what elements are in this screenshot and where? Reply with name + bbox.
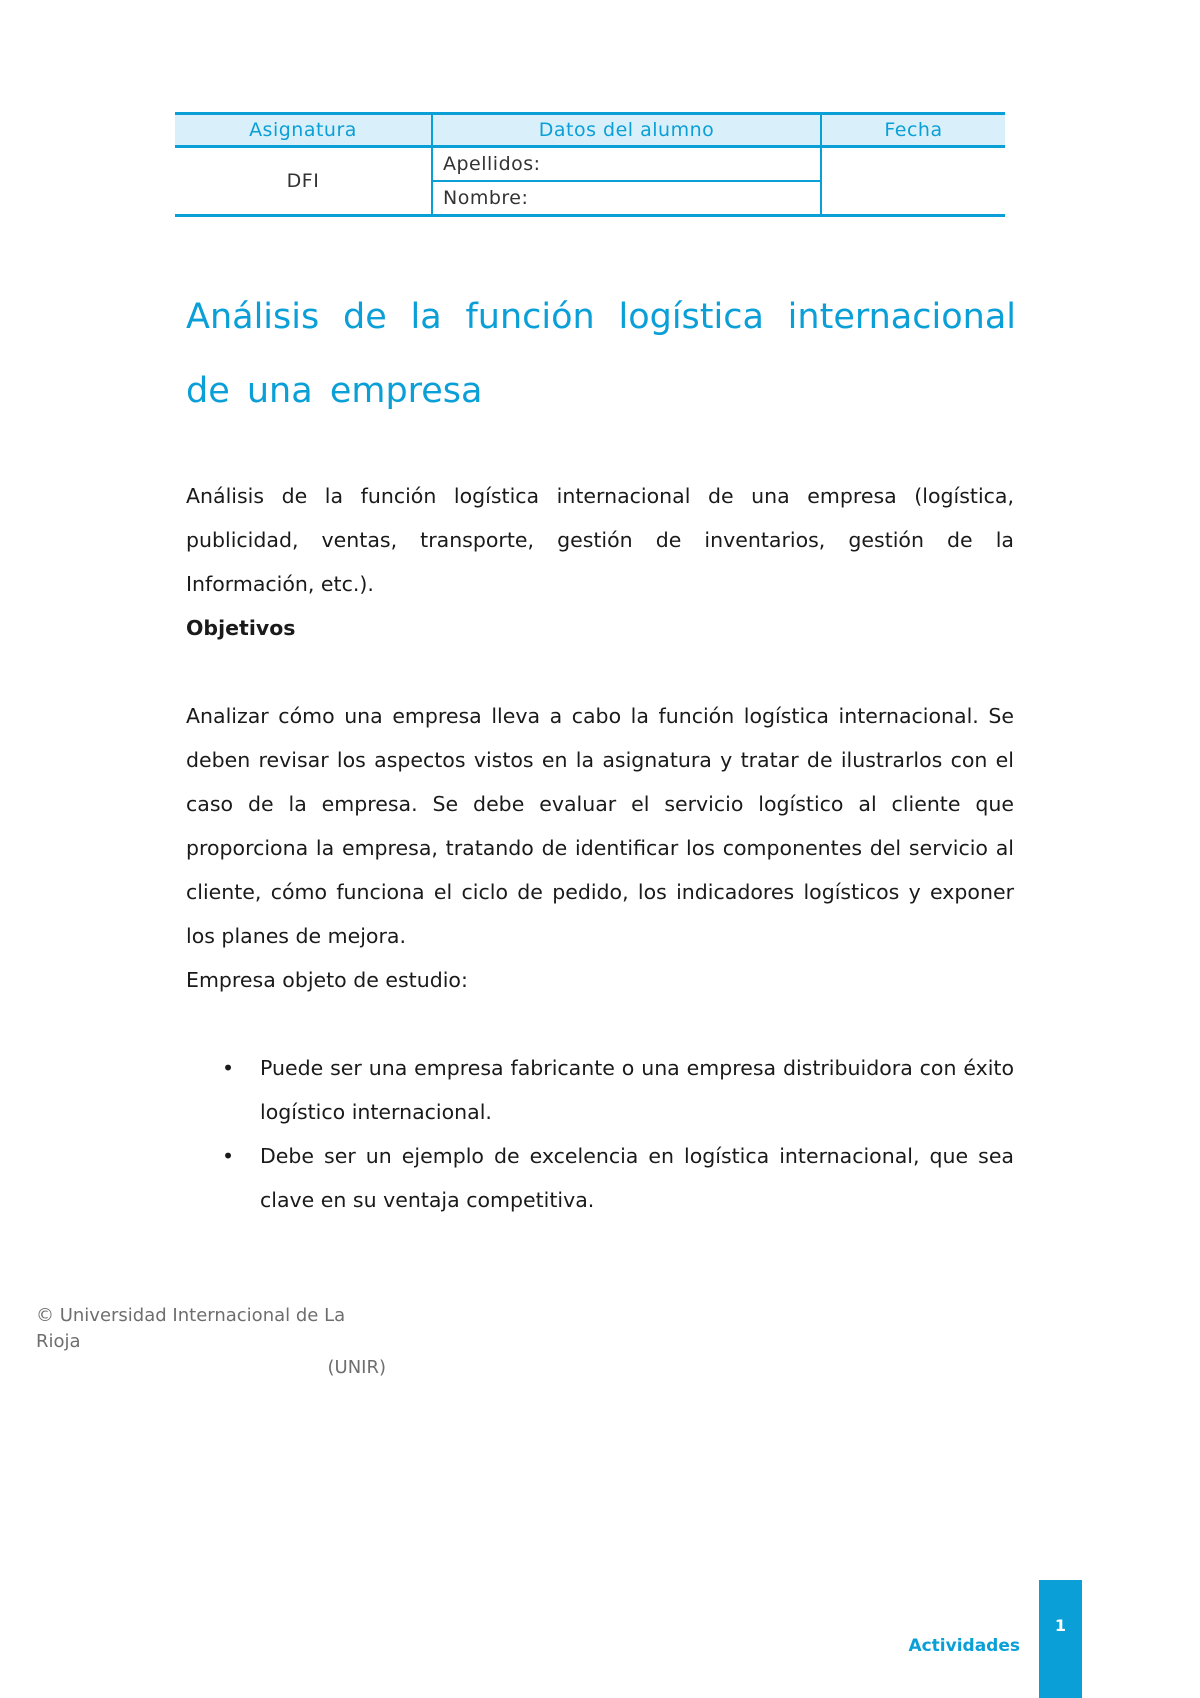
requirements-list xyxy=(186,1046,1014,1222)
bullet-icon: • xyxy=(222,1056,235,1080)
header-date: Fecha xyxy=(821,114,1005,147)
table-header-row xyxy=(175,114,1005,147)
copyright-line: © Universidad Internacional de La Rioja xyxy=(36,1305,346,1352)
objectives-paragraph: Analizar cómo una empresa lleva a cabo la función logística internacional. Se deben revisar los aspectos vistos en la asignatura y tratar de ilustrarlos con el caso de la empresa. Se debe evaluar el servicio logístico al cliente que proporciona la empresa, tratando de identificar los componentes del servicio al cliente, cómo funciona el ciclo de pedido, los indicadores logísticos y exponer los planes de mejora. xyxy=(186,704,1014,948)
intro-paragraph: Análisis de la función logística internacional de una empresa (logística, publicidad, ventas, transporte, gestión de inventarios, gestión de la Información, etc.). xyxy=(186,484,1014,596)
company-label: Empresa objeto de estudio: xyxy=(186,968,468,992)
list-item-text: Debe ser un ejemplo de excelencia en logística internacional, que sea clave en su ventaja competitiva. xyxy=(260,1144,1014,1212)
date-field[interactable] xyxy=(821,147,1005,216)
student-data-table xyxy=(175,112,1005,217)
copyright-notice xyxy=(36,1303,386,1381)
table-row xyxy=(175,147,1005,182)
subject-value: DFI xyxy=(175,147,432,216)
page-number-tab xyxy=(1039,1580,1082,1698)
list-item xyxy=(186,1046,1014,1134)
surname-field[interactable]: Apellidos: xyxy=(432,147,821,182)
copyright-org: (UNIR) xyxy=(327,1357,386,1378)
footer-section-label: Actividades xyxy=(908,1636,1020,1656)
page-title: Análisis de la función logística internacional de una empresa xyxy=(186,297,1016,411)
header-subject: Asignatura xyxy=(175,114,432,147)
bullet-icon: • xyxy=(222,1144,235,1168)
header-student-data: Datos del alumno xyxy=(432,114,821,147)
name-field[interactable]: Nombre: xyxy=(432,181,821,216)
list-item xyxy=(186,1134,1014,1222)
page-number: 1 xyxy=(1054,1616,1067,1635)
list-item-text: Puede ser una empresa fabricante o una empresa distribuidora con éxito logístico internacional. xyxy=(260,1056,1014,1124)
objectives-heading: Objetivos xyxy=(186,616,296,640)
